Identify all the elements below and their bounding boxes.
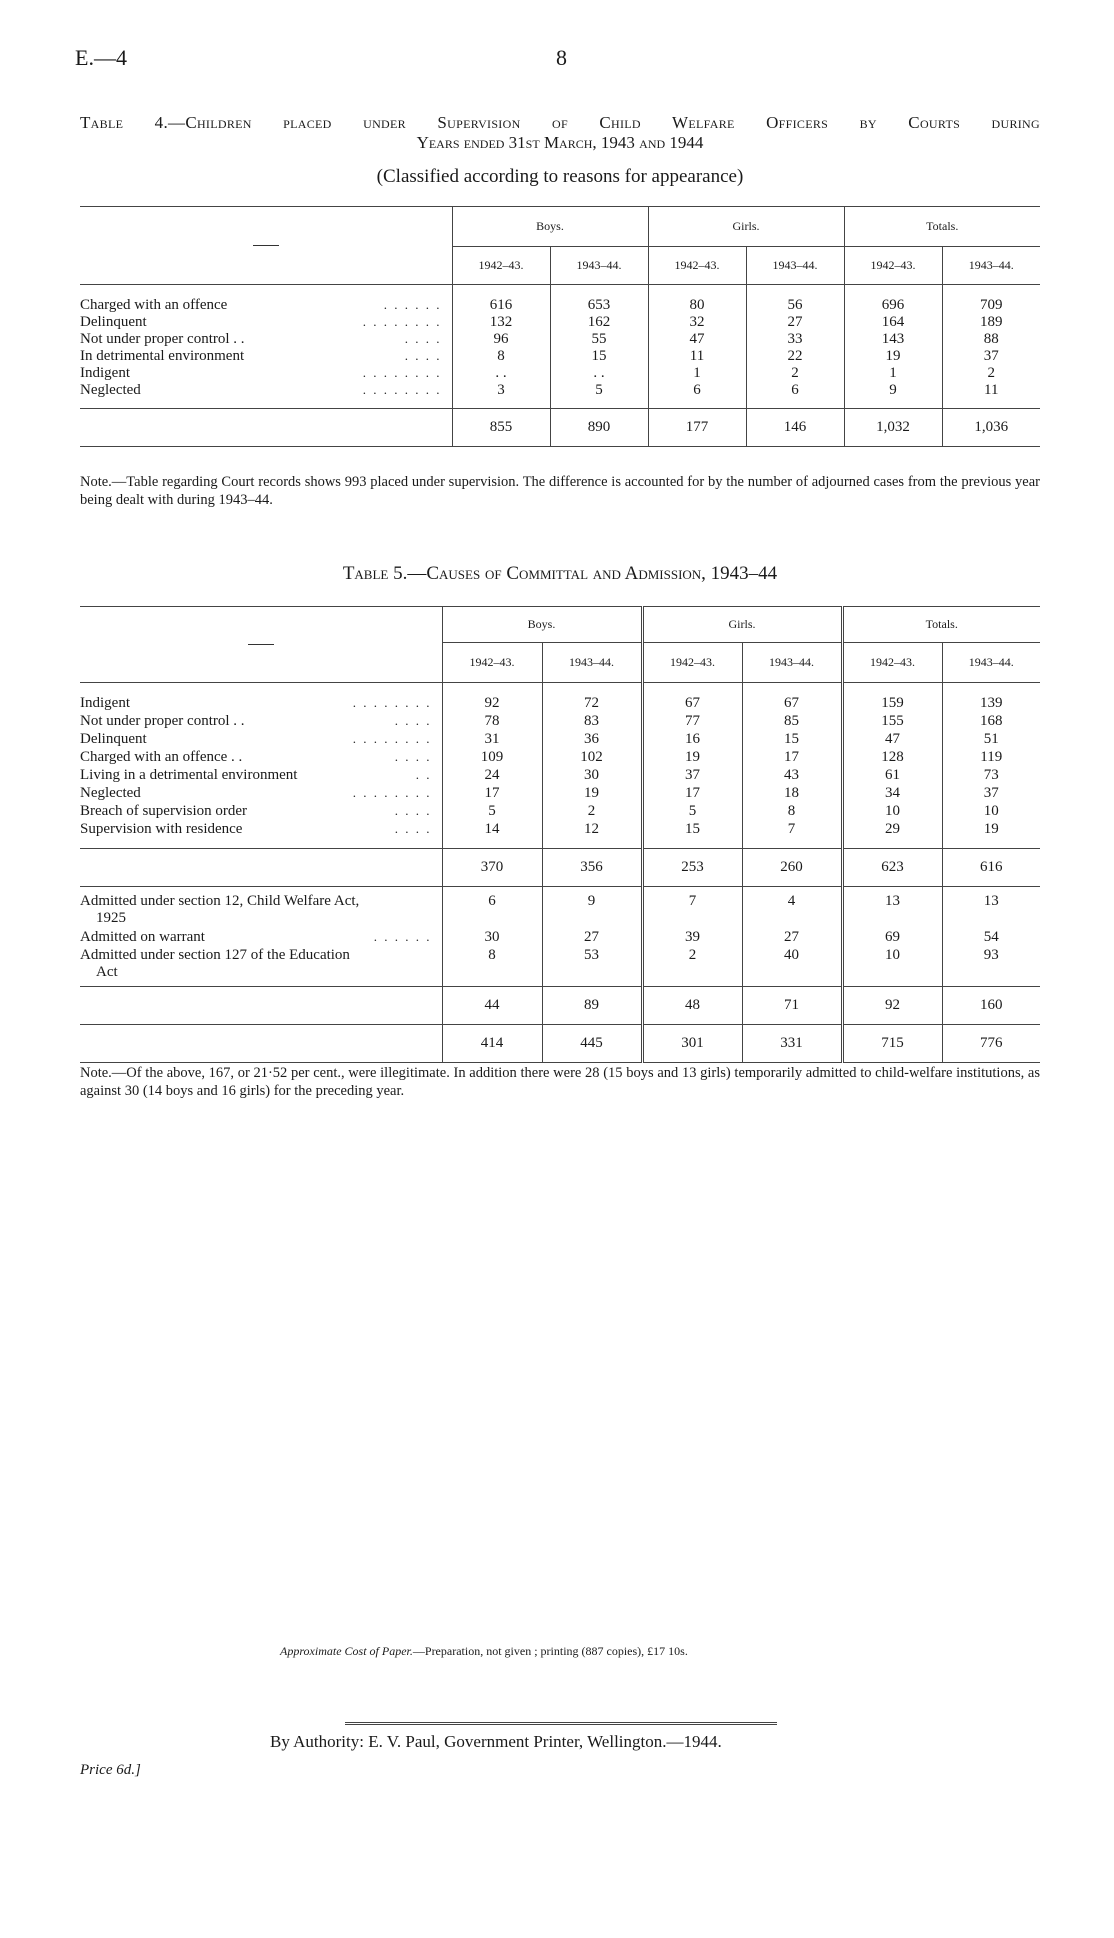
table-cell: 132 [452,314,550,331]
total-cell: 370 [442,849,542,887]
spacer-cell [80,683,442,695]
table-cell: 2 [746,365,844,382]
total-cell: 71 [742,987,842,1025]
row-label [80,785,442,803]
table-cell: 19 [844,348,942,365]
table-cell: 92 [442,695,542,713]
spacer-cell [742,839,842,849]
spacer-cell [550,399,648,409]
table-cell: 93 [942,947,1040,983]
table-row [80,929,1040,947]
leader-dots: . . . . [394,712,432,728]
leader-dots: . . . . [404,330,442,346]
table-cell: 30 [542,767,642,785]
leader-dots: . . . . [404,347,442,363]
year-header: 1942–43. [648,247,746,285]
cost-text: —Preparation, not given ; printing (887 copies), £17 10s. [412,1644,688,1658]
table5-body [80,683,1040,1063]
year-header: 1943–44. [942,643,1040,683]
table-row [80,767,1040,785]
year-header: 1943–44. [742,643,842,683]
table-cell: 653 [550,297,648,314]
table-cell: 15 [742,731,842,749]
total-cell: 44 [442,987,542,1025]
spacer-cell [842,683,942,695]
table-cell: 32 [648,314,746,331]
table-cell: 17 [442,785,542,803]
table-cell: 7 [642,893,742,929]
table-cell: 39 [642,929,742,947]
spacer-row [80,285,1040,297]
row-label [80,767,442,785]
table-cell: 4 [742,893,842,929]
spacer-cell [942,399,1040,409]
table-cell: 24 [442,767,542,785]
year-header: 1943–44. [542,643,642,683]
table-cell: 1 [648,365,746,382]
row-label [80,695,442,713]
row-label [80,382,452,399]
table4-title-line1: Table 4.—Children placed under Supervision of Child Welfare Officers by Courts during [80,113,1040,132]
table-cell: . . [452,365,550,382]
total-label [80,987,442,1025]
total-row [80,409,1040,447]
spacer-cell [844,399,942,409]
table-cell: 8 [442,947,542,983]
authority-rule [345,1722,777,1725]
document-reference: E.—4 [75,45,127,70]
spacer-row [80,683,1040,695]
table-row [80,749,1040,767]
page-number: 8 [556,45,567,70]
table-cell: 11 [942,382,1040,399]
table4-title-line2: Years ended 31st March, 1943 and 1944 [416,133,704,152]
spacer-cell [452,285,550,297]
printer-authority: By Authority: E. V. Paul, Government Printer, Wellington.—1944. [270,1732,722,1751]
group-header-boys: Boys. [452,207,648,247]
price: Price 6d.] [80,1762,141,1778]
leader-dots: . . . . . . . . [352,730,432,746]
total-cell: 776 [942,1025,1040,1063]
table-cell: 85 [742,713,842,731]
table-row [80,731,1040,749]
row-label-text: In detrimental environment [80,347,245,364]
table-cell: 15 [550,348,648,365]
spacer-cell [80,839,442,849]
table-cell: 73 [942,767,1040,785]
total-cell: 89 [542,987,642,1025]
spacer-cell [842,839,942,849]
table-cell: 22 [746,348,844,365]
table4-note: Note.—Table regarding Court records shows 993 placed under supervision. The difference is accounted for by the number of adjourned cases from the previous year being dealt with during 1943–44. [80,474,1040,508]
year-header: 1942–43. [442,643,542,683]
table-cell: 10 [842,947,942,983]
table-cell: 11 [648,348,746,365]
table-cell: 27 [542,929,642,947]
row-label [80,365,452,382]
spacer-cell [642,839,742,849]
group-header-boys: Boys. [442,607,642,643]
total-cell: 616 [942,849,1040,887]
total-cell: 146 [746,409,844,447]
total-cell: 301 [642,1025,742,1063]
table-row [80,365,1040,382]
table-cell: 6 [648,382,746,399]
total-cell: 1,032 [844,409,942,447]
spacer-cell [452,399,550,409]
table-cell: 189 [942,314,1040,331]
total-label [80,1025,442,1063]
table5 [80,606,1040,1063]
spacer-cell [80,399,452,409]
row-label [80,297,452,314]
table-cell: 102 [542,749,642,767]
table-cell: 40 [742,947,842,983]
spacer-cell [442,839,542,849]
row-label [80,947,442,983]
table-cell: 2 [542,803,642,821]
row-label-text: Living in a detrimental environment [80,766,298,783]
table-cell: 162 [550,314,648,331]
table-cell: 17 [642,785,742,803]
spacer-cell [942,839,1040,849]
table-cell: 10 [842,803,942,821]
row-label [80,893,442,929]
year-header: 1942–43. [452,247,550,285]
spacer-cell [542,683,642,695]
table-cell: 43 [742,767,842,785]
table-row [80,803,1040,821]
cost-of-paper [280,1644,688,1659]
row-label-text: Neglected [80,784,141,801]
year-header: 1943–44. [942,247,1040,285]
table-cell: 6 [442,893,542,929]
row-label-text: Charged with an offence . . [80,748,243,765]
row-label-text: Admitted under section 127 of the Education [80,946,350,963]
total-cell: 253 [642,849,742,887]
spacer-cell [442,683,542,695]
total-cell: 356 [542,849,642,887]
table-cell: 1 [844,365,942,382]
table-cell: 8 [742,803,842,821]
table4 [80,206,1040,447]
row-label [80,314,452,331]
table-cell: 6 [746,382,844,399]
leader-dots: . . . . [394,820,432,836]
group-header-girls: Girls. [642,607,842,643]
year-header: 1942–43. [844,247,942,285]
stub-header [80,607,442,683]
table-cell: 696 [844,297,942,314]
table-cell: 83 [542,713,642,731]
row-label-continuation: 1925 [96,909,126,926]
total-cell: 260 [742,849,842,887]
table-cell: 19 [642,749,742,767]
table-cell: 7 [742,821,842,839]
table-cell: 80 [648,297,746,314]
leader-dots: . . . . . . [373,928,432,944]
year-header: 1942–43. [842,643,942,683]
total-cell: 715 [842,1025,942,1063]
table-cell: . . [550,365,648,382]
total-cell: 890 [550,409,648,447]
table-cell: 143 [844,331,942,348]
row-label-text: Delinquent [80,730,147,747]
table4-subtitle: (Classified according to reasons for appearance) [376,166,744,187]
table-cell: 72 [542,695,642,713]
table-cell: 17 [742,749,842,767]
spacer-cell [648,285,746,297]
table-cell: 13 [942,893,1040,929]
table-cell: 9 [542,893,642,929]
table-cell: 159 [842,695,942,713]
table-cell: 16 [642,731,742,749]
row-label-continuation: Act [96,963,118,980]
table-row [80,785,1040,803]
table-cell: 30 [442,929,542,947]
total-cell: 177 [648,409,746,447]
table-row [80,348,1040,365]
table-cell: 3 [452,382,550,399]
row-label [80,929,442,947]
row-label-text: Breach of supervision order [80,802,248,819]
row-label [80,749,442,767]
year-header: 1942–43. [642,643,742,683]
table-cell: 67 [642,695,742,713]
total-label [80,849,442,887]
table-cell: 128 [842,749,942,767]
year-header: 1943–44. [550,247,648,285]
table-cell: 15 [642,821,742,839]
leader-dots: . . [415,766,432,782]
total-cell: 414 [442,1025,542,1063]
spacer-cell [942,285,1040,297]
table-cell: 5 [642,803,742,821]
row-label [80,348,452,365]
row-label-text: Delinquent [80,313,147,330]
row-label-text: Indigent [80,694,130,711]
leader-dots: . . . . . . . . [362,313,442,329]
table-row [80,297,1040,314]
table-row [80,382,1040,399]
table-cell: 119 [942,749,1040,767]
spacer-cell [742,683,842,695]
spacer-row [80,399,1040,409]
table-cell: 61 [842,767,942,785]
stub-header [80,207,452,285]
leader-dots: . . . . . . . . [362,364,442,380]
spacer-cell [942,683,1040,695]
row-label-text: Supervision with residence [80,820,243,837]
year-header: 1943–44. [746,247,844,285]
table4-body [80,285,1040,447]
spacer-cell [542,839,642,849]
table-cell: 47 [842,731,942,749]
table-cell: 47 [648,331,746,348]
table-cell: 37 [942,785,1040,803]
table-cell: 78 [442,713,542,731]
table-cell: 96 [452,331,550,348]
row-label-text: Admitted on warrant [80,928,205,945]
table-cell: 19 [942,821,1040,839]
leader-dots: . . . . . . . . [362,381,442,397]
total-row [80,849,1040,887]
table-cell: 53 [542,947,642,983]
row-label-text: Not under proper control . . [80,712,245,729]
leader-dots: . . . . [394,748,432,764]
table-cell: 2 [642,947,742,983]
stub-dash [253,245,279,246]
total-cell: 48 [642,987,742,1025]
table-cell: 155 [842,713,942,731]
table-cell: 54 [942,929,1040,947]
table-cell: 709 [942,297,1040,314]
total-cell: 1,036 [942,409,1040,447]
table-cell: 14 [442,821,542,839]
spacer-row [80,839,1040,849]
total-cell: 855 [452,409,550,447]
table-row [80,947,1040,983]
leader-dots: . . . . [394,802,432,818]
table-row [80,314,1040,331]
row-label-text: Admitted under section 12, Child Welfare Act, [80,892,360,909]
table-cell: 33 [746,331,844,348]
table-cell: 12 [542,821,642,839]
table-cell: 88 [942,331,1040,348]
table-row [80,893,1040,929]
row-label [80,803,442,821]
table-cell: 164 [844,314,942,331]
row-label [80,821,442,839]
row-label-text: Not under proper control . . [80,330,245,347]
group-header-totals: Totals. [844,207,1040,247]
table-cell: 616 [452,297,550,314]
total-cell: 92 [842,987,942,1025]
spacer-cell [746,399,844,409]
table-cell: 34 [842,785,942,803]
spacer-cell [648,399,746,409]
table-row [80,695,1040,713]
total-cell: 623 [842,849,942,887]
group-header-totals: Totals. [842,607,1040,643]
table-cell: 139 [942,695,1040,713]
total-row [80,1025,1040,1063]
total-cell: 445 [542,1025,642,1063]
table-cell: 36 [542,731,642,749]
table-cell: 2 [942,365,1040,382]
table-cell: 67 [742,695,842,713]
row-label [80,731,442,749]
table-cell: 55 [550,331,648,348]
table-cell: 56 [746,297,844,314]
table-cell: 27 [746,314,844,331]
table-row [80,713,1040,731]
cost-label: Approximate Cost of Paper. [280,1644,413,1658]
leader-dots: . . . . . . . . [352,784,432,800]
spacer-cell [80,285,452,297]
table-cell: 9 [844,382,942,399]
total-row [80,987,1040,1025]
table-cell: 29 [842,821,942,839]
table-cell: 10 [942,803,1040,821]
table-cell: 27 [742,929,842,947]
table-cell: 31 [442,731,542,749]
spacer-cell [844,285,942,297]
row-label [80,713,442,731]
table-cell: 77 [642,713,742,731]
table-cell: 37 [942,348,1040,365]
leader-dots: . . . . . . [383,296,442,312]
leader-dots: . . . . . . . . [352,694,432,710]
table-cell: 19 [542,785,642,803]
table-cell: 69 [842,929,942,947]
row-label-text: Charged with an offence [80,296,228,313]
table-cell: 13 [842,893,942,929]
table-cell: 109 [442,749,542,767]
total-cell: 160 [942,987,1040,1025]
row-label-text: Indigent [80,364,130,381]
row-label [80,331,452,348]
total-label [80,409,452,447]
table-cell: 168 [942,713,1040,731]
spacer-cell [642,683,742,695]
table-row [80,821,1040,839]
spacer-cell [746,285,844,297]
table-cell: 51 [942,731,1040,749]
table-cell: 5 [442,803,542,821]
table-row [80,331,1040,348]
total-cell: 331 [742,1025,842,1063]
table5-title: Table 5.—Causes of Committal and Admission, 1943–44 [342,563,778,584]
table-cell: 18 [742,785,842,803]
group-header-girls: Girls. [648,207,844,247]
table-cell: 8 [452,348,550,365]
spacer-cell [550,285,648,297]
table-cell: 5 [550,382,648,399]
table5-note: Note.—Of the above, 167, or 21·52 per cent., were illegitimate. In addition there were 28 (15 boys and 13 girls) temporarily admitted to child-welfare institutions, as against 30 (14 boys and 16 girls) for the preceding year. [80,1065,1040,1099]
table-cell: 37 [642,767,742,785]
row-label-text: Neglected [80,381,141,398]
stub-dash [248,644,274,645]
